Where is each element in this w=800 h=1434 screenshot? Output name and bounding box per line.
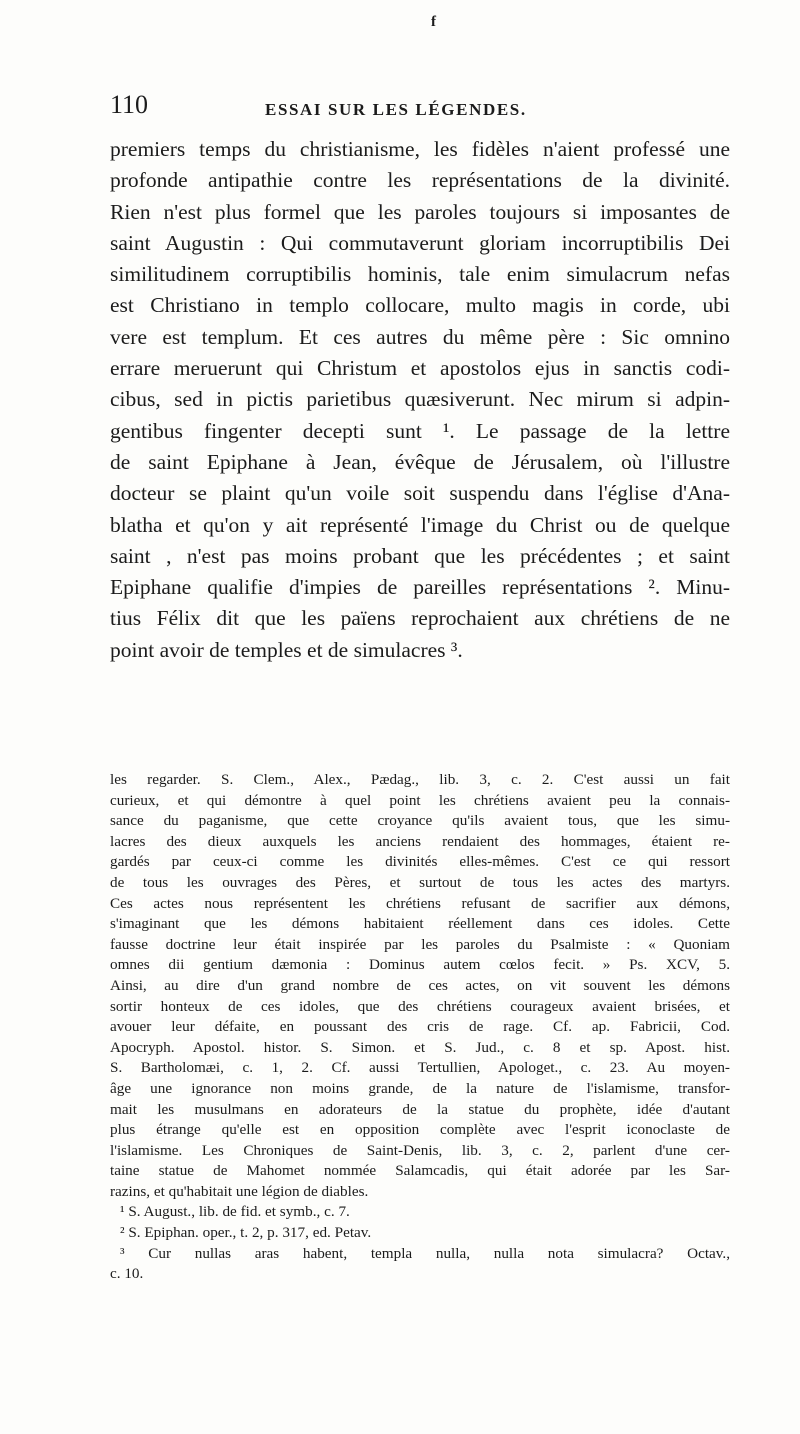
text-line: errare meruerunt qui Christum et apostolos ejus in sanctis codi- — [110, 356, 730, 381]
note-line: de tous les ouvrages des Pères, et surtout de tous les actes des martyrs. — [110, 873, 730, 891]
note-line: sortir honteux de ces idoles, que des chrétiens courageux avaient brisées, et — [110, 997, 730, 1015]
text-line: premiers temps du christianisme, les fidèles n'aient professé une — [110, 137, 730, 161]
main-text — [110, 134, 730, 666]
text-line: profonde antipathie contre les représentations de la divinité. — [110, 168, 730, 193]
text-line: de saint Epiphane à Jean, évêque de Jérusalem, où l'illustre — [110, 449, 730, 474]
note-line: S. Bartholomæi, c. 1, 2. Cf. aussi Tertullien, Apologet., c. 23. Au moyen- — [110, 1059, 730, 1077]
footnote-1: ¹ S. August., lib. de fid. et symb., c. 7. — [120, 1203, 350, 1221]
note-line: Ainsi, au dire d'un grand nombre de ces actes, on vit souvent les démons — [110, 976, 730, 994]
running-title: ESSAI SUR LES LÉGENDES. — [265, 100, 527, 119]
note-line: curieux, et qui démontre à quel point les chrétiens avaient peu la connais- — [110, 791, 730, 809]
text-line: point avoir de temples et de simulacres ³. — [110, 637, 463, 662]
note-line: razins, et qu'habitait une légion de diables. — [110, 1182, 369, 1200]
text-line: Epiphane qualifie d'impies de pareilles représentations ². Minu- — [110, 575, 730, 600]
note-line: s'imaginant que les démons habitaient réellement dans ces idoles. Cette — [110, 915, 730, 933]
page-number: 110 — [110, 90, 149, 119]
note-line: les regarder. S. Clem., Alex., Pædag., lib. 3, c. 2. C'est aussi un fait — [110, 771, 730, 788]
note-line: âge une ignorance non moins grande, de la nature de l'islamisme, transfor- — [110, 1079, 730, 1097]
text-line: saint , n'est pas moins probant que les précédentes ; et saint — [110, 543, 730, 568]
note-line: sance du paganisme, que cette croyance qu'ils avaient tous, que les simu- — [110, 812, 730, 830]
text-line: cibus, sed in pictis parietibus quæsiverunt. Nec mirum si adpin- — [110, 387, 730, 412]
note-line: Ces actes nous représentent les chrétiens refusant de sacrifier aux démons, — [110, 894, 730, 912]
text-line: blatha et qu'on y ait représenté l'image du Christ ou de quelque — [110, 512, 730, 537]
footnote-3: ³ Cur nullas aras habent, templa nulla, nulla nota simulacra? Octav., — [120, 1244, 730, 1262]
text-line: tius Félix dit que les païens reprochaient aux chrétiens de ne — [110, 606, 730, 631]
note-line: taine statue de Mahomet nommée Salamcadis, qui était adorée par les Sar- — [110, 1162, 730, 1180]
footnote-3-continuation: c. 10. — [110, 1265, 144, 1283]
note-line: Apocryph. Apostol. histor. S. Simon. et S. Jud., c. 8 et sp. Apost. hist. — [110, 1038, 730, 1056]
text-line: vere est templum. Et ces autres du même père : Sic omnino — [110, 324, 730, 349]
note-line: omnes dii gentium dæmonia : Dominus autem cœlos fecit. » Ps. XCV, 5. — [110, 956, 730, 974]
text-line: docteur se plaint qu'un voile soit suspendu dans l'église d'Ana- — [110, 481, 730, 506]
text-line: similitudinem corruptibilis hominis, tale enim simulacrum nefas — [110, 262, 730, 287]
top-mark: f — [431, 14, 436, 30]
note-line: mait les musulmans en adorateurs de la statue du prophète, idée d'autant — [110, 1100, 730, 1118]
note-line: l'islamisme. Les Chroniques de Saint-Denis, lib. 3, c. 2, parlent d'une cer- — [110, 1141, 730, 1159]
text-line: Rien n'est plus formel que les paroles toujours si imposantes de — [110, 199, 730, 224]
notes-section — [110, 770, 730, 1285]
note-line: avouer leur défaite, en poussant des cris de rage. Cf. ap. Fabricii, Cod. — [110, 1018, 730, 1036]
footnote-2: ² S. Epiphan. oper., t. 2, p. 317, ed. Petav. — [120, 1224, 372, 1242]
note-line: gardés par ceux-ci comme les divinités elles-mêmes. C'est ce qui ressort — [110, 853, 730, 871]
note-line: fausse doctrine leur était inspirée par les paroles du Psalmiste : « Quoniam — [110, 935, 730, 953]
text-line: gentibus fingenter decepti sunt ¹. Le passage de la lettre — [110, 418, 730, 443]
note-line: plus étrange qu'elle est en opposition complète avec l'esprit iconoclaste de — [110, 1121, 730, 1139]
text-line: saint Augustin : Qui commutaverunt gloriam incorruptibilis Dei — [110, 230, 730, 255]
note-line: lacres des dieux auxquels les anciens rendaient des hommages, étaient re- — [110, 832, 730, 850]
text-line: est Christiano in templo collocare, multo magis in corde, ubi — [110, 293, 730, 318]
page-header — [110, 88, 730, 128]
